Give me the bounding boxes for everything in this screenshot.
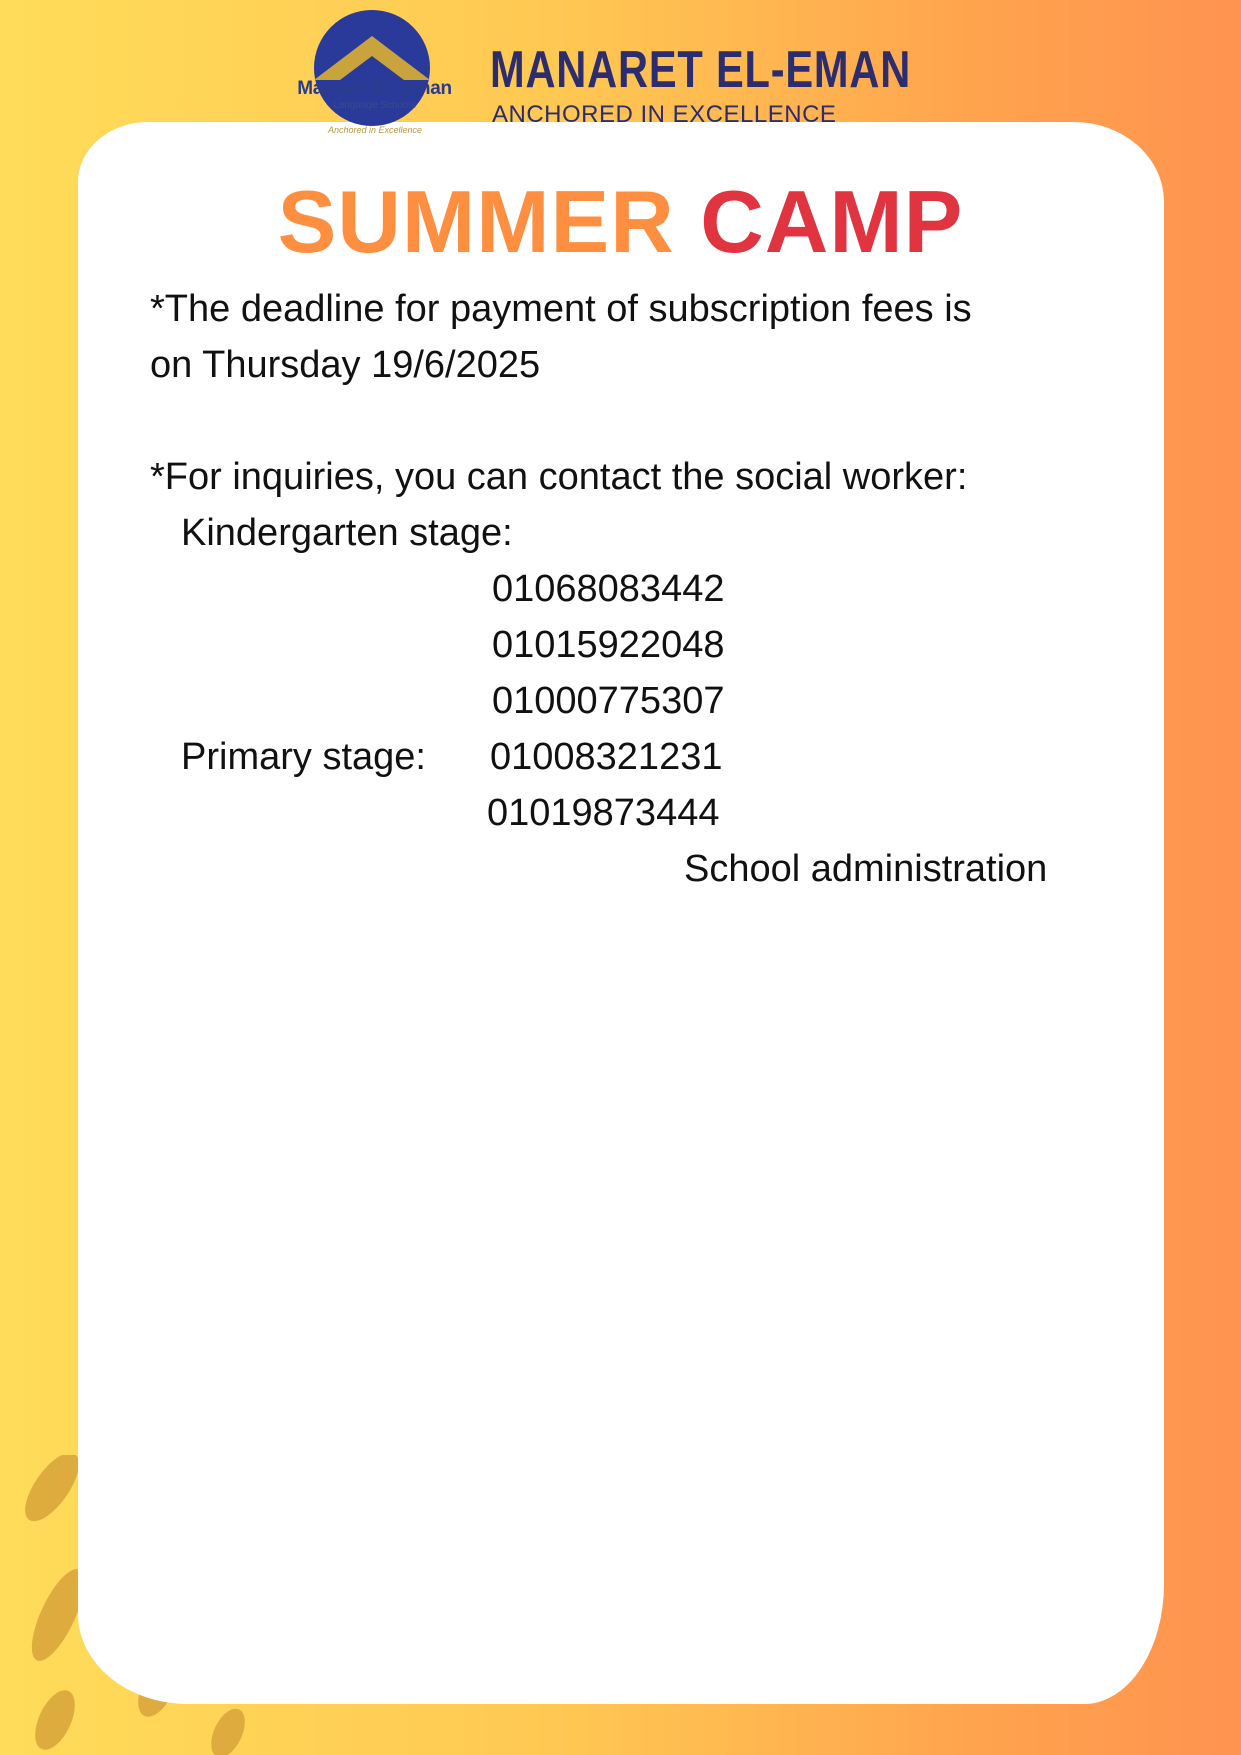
kindergarten-label: Kindergarten stage: (181, 512, 513, 554)
logo-emblem-icon (280, 8, 465, 138)
primary-phone: 01008321231 (490, 736, 723, 778)
inquiries-line: *For inquiries, you can contact the social worker: (150, 456, 968, 498)
logo-tagline: Anchored in Excellence (327, 125, 423, 135)
brand-name: MANARET EL-EMAN (490, 41, 912, 99)
brand-tagline: ANCHORED IN EXCELLENCE (492, 101, 837, 128)
title-camp: CAMP (700, 172, 964, 271)
deadline-line-2: on Thursday 19/6/2025 (150, 344, 541, 386)
header (280, 8, 912, 138)
title-summer: SUMMER (277, 172, 675, 271)
logo-text: Manaret EL Eman (297, 78, 452, 99)
page-title (0, 172, 1241, 271)
school-logo (280, 8, 465, 138)
kindergarten-phone: 01000775307 (492, 680, 725, 722)
kindergarten-phone: 01015922048 (492, 624, 725, 666)
primary-phone: 01019873444 (487, 792, 720, 834)
deadline-line-1: *The deadline for payment of subscription fees is (150, 288, 972, 330)
primary-label: Primary stage: (181, 736, 426, 778)
signature: School administration (684, 848, 1048, 890)
kindergarten-phone: 01068083442 (492, 568, 725, 610)
logo-subtext: Language Schools (333, 100, 416, 111)
